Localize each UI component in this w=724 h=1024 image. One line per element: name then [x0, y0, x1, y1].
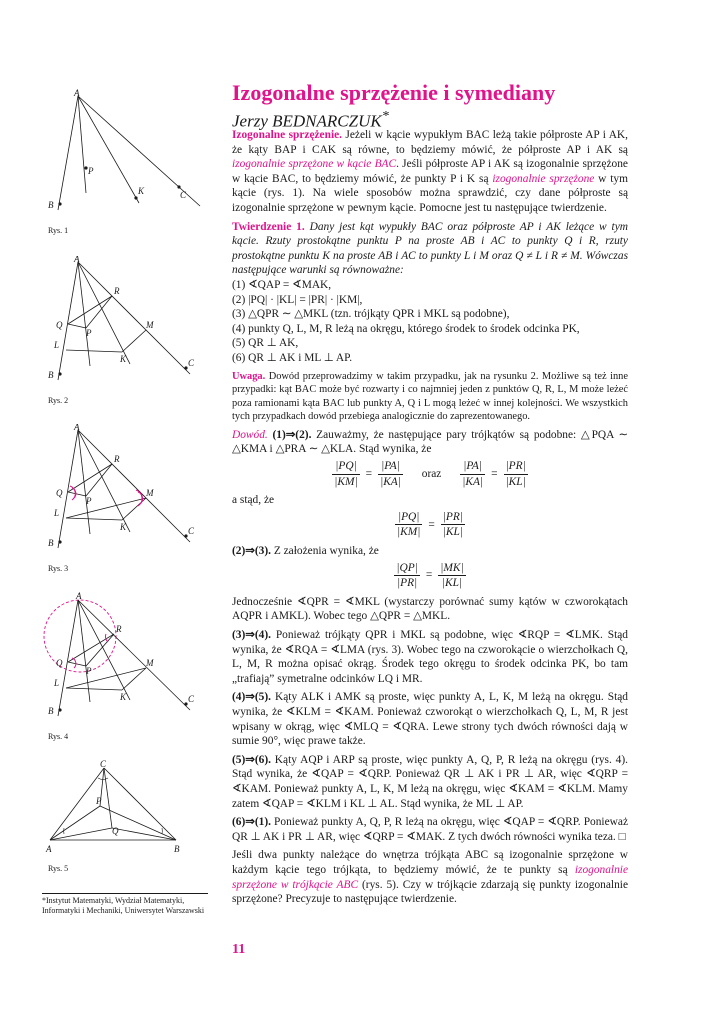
author-footnote-mark: * [381, 108, 389, 124]
footnote-rule [42, 893, 208, 894]
fig2-label-A: A [74, 256, 80, 264]
figure-1 [42, 88, 212, 218]
fig4-label-C: C [188, 694, 195, 704]
fig1-label-K: K [138, 186, 145, 196]
condition-1: (1) ∢QAP = ∢MAK, [232, 278, 332, 291]
fig3-label-M: M [146, 488, 154, 498]
eq1-frac-1: $\frac{|PQ|}{|KM|}$ [334, 460, 358, 488]
fig3-label-L: L [54, 508, 60, 518]
remark-text: Dowód przeprowadzimy w takim przypadku, jak na rysunku 2. Możliwe są też inne przypadki: kąt BAC może być rozwarty i co najmniej jeden z punktów Q, R, L, M może leżeć poza ramionami kąta BAC lub punkty A, Q i L mogą leżeć w innej kolejności. We wszystkich tych przypadkach dowód przebiega analogicznie do zaprezentowanego. [232, 370, 628, 423]
condition-2: (2) |PQ| · |KL| = |PR| · |KM|, [232, 293, 363, 306]
fig3-label-Q: Q [56, 488, 63, 498]
fig4-label-P: P [86, 666, 92, 676]
fig4-label-M: M [146, 658, 154, 668]
proof-step-4-5: (4)⇒(5). Kąty ALK i AMK są proste, więc punkty A, L, K, M leżą na okręgu. Stąd wynika, że ∢KLM = ∢KAM. Ponieważ czworokąt o wierzchołkach Q, L, M, R jest wpisany w okrąg, więc ∢MLQ = ∢QRA. Lewe strony tych dwóch równości dają w sumie 90°, więc prawe także. [232, 691, 628, 748]
fig2-label-L: L [54, 340, 60, 350]
condition-6: (6) QR ⊥ AK i ML ⊥ AP. [232, 351, 353, 364]
fig4-label-L: L [54, 678, 60, 688]
proof-step-6-1: (6)⇒(1). Ponieważ punkty A, Q, P, R leżą na okręgu, więc ∢QAP = ∢QRP. Ponieważ QR ⊥ AK i PR ⊥ AR, więc ∢QRP = ∢MAK. Z tych dwóch równości wynika teza. □ [232, 816, 628, 843]
a-stad-line: a stąd, że [232, 494, 275, 507]
intro-text-3: w tym kącie (rys. 1). Na wiele sposobów można sprawdzić, czy dane półproste są izogonalnie sprzężone w pewnym kącie. Pomocne jest tu następujące twierdzenie. [232, 172, 628, 214]
footnote: *Instytut Matematyki, Wydział Matematyki, Informatyki i Mechaniki, Uniwersytet Warszawski [42, 896, 205, 915]
condition-3: (3) △QPR ∼ △MKL (tzn. trójkąty QPR i MKL są podobne), [232, 308, 510, 321]
remark-paragraph [232, 370, 628, 424]
fig3-label-A: A [74, 424, 80, 432]
proof-step-2-3-heading: (2)⇒(3). [232, 545, 271, 558]
condition-5: (5) QR ⊥ AK, [232, 337, 299, 350]
caption-rys-1: Rys. 1 [48, 226, 69, 235]
fig2-label-P: P [86, 328, 92, 338]
intro-text-1: Jeżeli w kącie wypukłym BAC leżą takie półproste AP i AK, że kąty BAP i CAK są równe, to będziemy mówić, że półproste AP i AK są [232, 129, 628, 156]
theorem-text: Dany jest kąt wypukły BAC oraz półproste AP i AK leżące w tym kącie. Rzuty prostokątne punktu P na proste AB i AC to punkty Q i R, rzuty prostokątne punktu K na proste AB i AC to punkty L i M oraz Q ≠ L i R ≠ M. Wówczas następujące warunki są równoważne: [232, 220, 628, 277]
theorem-conditions [232, 278, 628, 366]
eq1-frac-2: $\frac{|PA|}{|KA|}$ [380, 460, 401, 488]
eq1-frac-4: $\frac{|PR|}{|KL|}$ [505, 460, 526, 488]
figure-5 [42, 760, 212, 860]
fig2-label-B: B [48, 370, 54, 380]
intro-term-1: izogonalnie sprzężone w kącie BAC [232, 158, 397, 171]
figure-2 [42, 256, 212, 386]
theorem-heading: Twierdzenie 1. [232, 220, 305, 233]
fig3-label-C: C [188, 526, 195, 536]
equation-2: $\frac{|PQ|}{|KM|}$ = $\frac{|PR|}{|KL|}$ [397, 510, 463, 539]
fig1-label-C: C [180, 190, 187, 200]
proof-step-3-4: (3)⇒(4). Ponieważ trójkąty QPR i MKL są podobne, więc ∢RQP = ∢LMK. Stąd wynika, że ∢RQA = ∢LMA (rys. 3). Wobec tego na czworokącie o wierzchołkach Q, L, M, R można opisać okrąg. Środek tego okręgu to środek odcinka PK, bo tam „trafiają” symetralne odcinków LQ i MR. [232, 629, 628, 685]
proof-step-2-3-cont: Jednocześnie ∢QPR = ∢MKL (wystarczy porównać sumy kątów w czworokątach AQPR i AMKL). Wobec tego △QPR = △MKL. [232, 595, 628, 623]
fig2-label-Q: Q [56, 320, 63, 330]
fig5-label-Q: Q [112, 826, 119, 836]
fig2-label-R: R [114, 286, 120, 296]
fig1-label-A: A [74, 88, 80, 98]
intro-text-2: . Jeśli półproste AP i AK są izogonalnie sprzężone w kącie BAC, to będziemy mówić, że punkty P i K są [232, 158, 628, 185]
fig1-label-B: B [48, 200, 54, 210]
intro-term-2: izogonalnie sprzężone [492, 172, 595, 185]
fig3-label-K: K [120, 522, 127, 532]
author-name: Jerzy BEDNARCZUK [232, 111, 382, 131]
theorem-paragraph [232, 220, 628, 278]
remark-heading: Uwaga. [232, 370, 266, 382]
fig2-label-M: M [146, 320, 154, 330]
eq1-frac-3: $\frac{|PA|}{|KA|}$ [462, 460, 484, 488]
figure-3 [42, 424, 212, 554]
proof-step-1-2-text: Zauważmy, że następujące pary trójkątów są podobne: △PQA ∼ △KMA i △PRA ∼ △KLA. Stąd wynika, że [232, 428, 628, 456]
equation-1: $\frac{|PQ|}{|KM|}$ = $\frac{|PA|}{|KA|}$ oraz $\frac{|PA|}{|KA|}$ = $\frac{|PR|}{|KL|}$ [334, 460, 526, 488]
closing-paragraph: Jeśli dwa punkty należące do wnętrza trójkąta ABC są izogonalnie sprzężone w każdym kącie tego trójkąta, to będziemy mówić, że te punkty są izogonalnie sprzężone w trójkącie ABC (rys. 5). Czy w trójkącie zdarzają się punkty izogonalnie sprzężone? Precyzuje to następujące twierdzenie. [232, 849, 628, 906]
eq1-oraz: oraz [421, 467, 442, 480]
fig4-label-R: R [116, 624, 122, 634]
fig4-label-A: A [76, 592, 82, 601]
fig4-label-B: B [48, 706, 54, 716]
fig5-label-P: P [96, 796, 102, 806]
caption-rys-3: Rys. 3 [48, 564, 69, 573]
fig5-label-C: C [100, 760, 107, 769]
caption-rys-4: Rys. 4 [48, 732, 69, 741]
fig5-label-B: B [174, 844, 180, 854]
page-title: Izogonalne sprzężenie i symediany [232, 80, 556, 105]
fig4-label-Q: Q [56, 658, 63, 668]
article-body [232, 128, 628, 911]
proof-step-1-2-heading: (1)⇒(2). [267, 428, 312, 441]
fig3-label-R: R [114, 454, 120, 464]
fig2-label-K: K [120, 354, 127, 364]
fig3-label-B: B [48, 538, 54, 548]
equation-3: $\frac{|QP|}{|PR|}$ = $\frac{|MK|}{|KL|}$ [396, 561, 464, 590]
fig3-label-P: P [86, 496, 92, 506]
proof-step-5-6: (5)⇒(6). Kąty AQP i ARP są proste, więc punkty A, Q, P, R leżą na okręgu (rys. 4). Stąd wynika, że ∢QAP = ∢QRP. Ponieważ QR ⊥ AK i PR ⊥ AR, więc ∢QRP = ∢KAM. Ponieważ punkty A, L, K, M leżą na okręgu, więc ∢KAM = ∢KLM. Mamy zatem ∢QAP = ∢KLM i KL ⊥ AL. Stąd wynika, że ML ⊥ AP. [232, 753, 628, 810]
proof-step-2-3: (2)⇒(3). Z założenia wynika, że [232, 545, 379, 558]
fig2-label-C: C [188, 358, 195, 368]
figure-4 [42, 592, 212, 722]
caption-rys-2: Rys. 2 [48, 396, 69, 405]
fig1-label-P: P [88, 166, 94, 176]
fig4-label-K: K [120, 692, 127, 702]
proof-label: Dowód. [232, 428, 268, 441]
proof-step-1-2 [232, 428, 628, 457]
intro-paragraph [232, 128, 628, 216]
fig5-label-A: A [46, 844, 52, 854]
closing-term: izogonalnie sprzężone w trójkącie ABC [232, 863, 628, 891]
intro-heading: Izogonalne sprzężenie. [232, 129, 343, 141]
condition-4: (4) punkty Q, L, M, R leżą na okręgu, którego środek to środek odcinka PK, [232, 322, 580, 335]
page-number: 11 [232, 942, 246, 957]
caption-rys-5: Rys. 5 [48, 864, 69, 873]
